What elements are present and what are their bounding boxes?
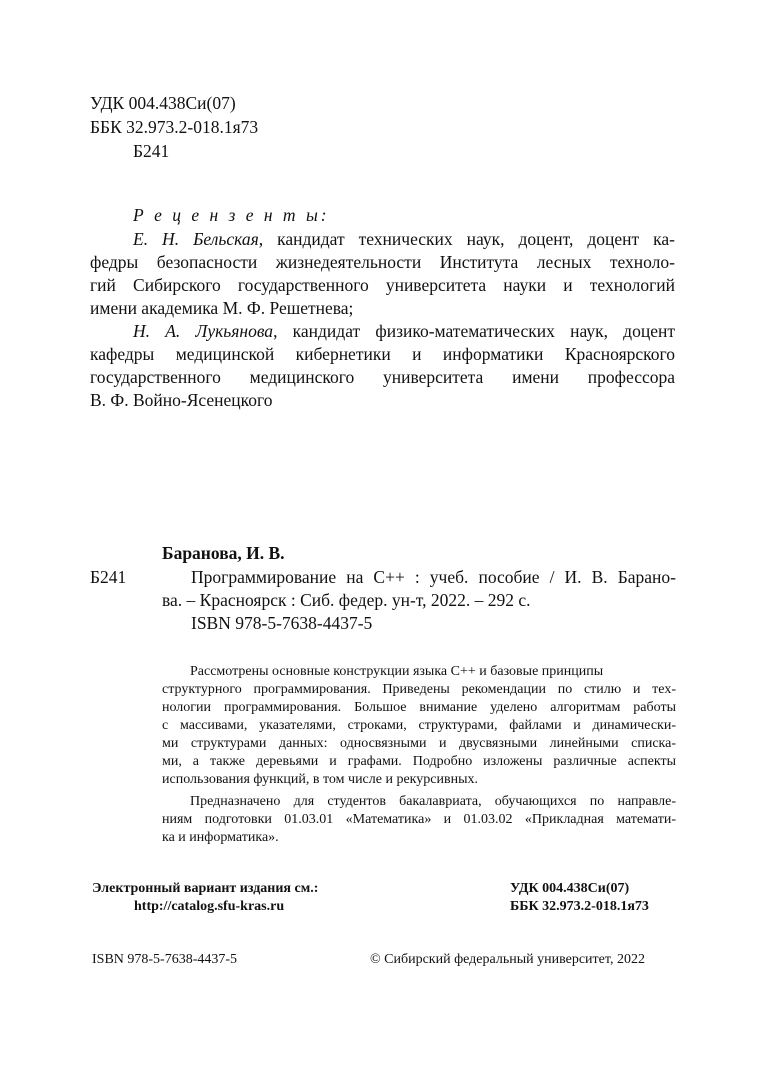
footer-isbn: ISBN 978-5-7638-4437-5 (92, 952, 238, 967)
abstract-p1-line-7: использования функций, в том числе и рекурсивных. (162, 772, 478, 787)
udk-line: УДК 004.438Си(07) (90, 93, 236, 113)
abstract-p1-line-6: ми, а также деревьями и графами. Подробно изложены различные аспекты (162, 754, 676, 769)
biblio-line-1: Программирование на С++ : учеб. пособие / И. В. Барано- (191, 567, 676, 587)
biblio-isbn: ISBN 978-5-7638-4437-5 (191, 613, 373, 633)
abstract-p2-line-2: ниям подготовки 01.03.01 «Математика» и 01.03.02 «Прикладная математи- (162, 812, 676, 827)
reviewer-2-line-2: кафедры медицинской кибернетики и информатики Красноярского (90, 344, 675, 364)
abstract-p2-line-1: Предназначено для студентов бакалавриата, обучающихся по направле- (190, 794, 676, 809)
abstract-p1-line-2: структурного программирования. Приведены рекомендации по стилю и тех- (162, 682, 676, 697)
biblio-line-2: ва. – Красноярск : Сиб. федер. ун-т, 2022. – 292 с. (162, 590, 531, 610)
electronic-url[interactable]: http://catalog.sfu-kras.ru (134, 899, 285, 914)
abstract-p1-line-4: с массивами, указателями, строками, структурами, файлами и динамически- (162, 718, 676, 733)
biblio-code: Б241 (90, 567, 127, 587)
reviewer-1-name: Е. Н. Бельская (133, 229, 259, 249)
bbk-line: ББК 32.973.2-018.1я73 (90, 117, 259, 137)
reviewers-heading: Р е ц е н з е н т ы: (133, 205, 330, 225)
electronic-bbk: ББК 32.973.2-018.1я73 (510, 899, 649, 914)
reviewer-1-text: , кандидат технических наук, доцент, доцент ка- (258, 229, 676, 249)
biblio-author: Баранова, И. В. (162, 543, 285, 563)
reviewer-1-line-3: гий Сибирского государственного университета науки и технологий (90, 275, 675, 295)
reviewer-1-line-1 (133, 228, 675, 251)
reviewer-2-line-4: В. Ф. Войно-Ясенецкого (90, 390, 273, 410)
author-code: Б241 (133, 141, 170, 161)
abstract-p1-line-5: ми структурами данных: односвязными и двусвязными линейными списка- (162, 736, 676, 751)
footer-copyright: © Сибирский федеральный университет, 2022 (370, 952, 645, 967)
electronic-udk: УДК 004.438Си(07) (510, 881, 630, 896)
reviewer-1-line-2: федры безопасности жизнедеятельности Института лесных техноло- (90, 252, 675, 272)
abstract-p2-line-3: ка и информатика». (162, 830, 279, 845)
reviewer-2-text: , кандидат физико-математических наук, доцент (273, 321, 675, 341)
abstract-p1-line-1: Рассмотрены основные конструкции языка С++ и базовые принципы (190, 664, 604, 679)
electronic-label: Электронный вариант издания см.: (92, 881, 319, 896)
reviewer-2-line-1 (133, 320, 675, 343)
reviewer-2-line-3: государственного медицинского университета имени профессора (90, 367, 675, 387)
reviewer-2-name: Н. А. Лукьянова (133, 321, 274, 341)
reviewer-1-line-4: имени академика М. Ф. Решетнева; (90, 298, 354, 318)
abstract-p1-line-3: нологии программирования. Большое внимание уделено алгоритмам работы (162, 700, 676, 715)
